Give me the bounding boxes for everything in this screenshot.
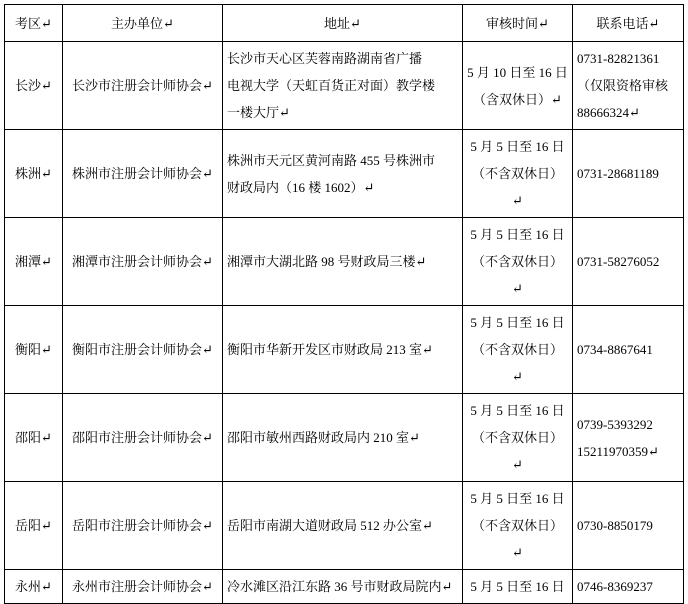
review-time-line: （不含双休日）↵ (471, 254, 563, 296)
cell-region: 岳阳↵ (5, 482, 63, 570)
cell-phone (573, 218, 684, 306)
cell-phone (573, 570, 684, 604)
cell-organizer: 长沙市注册会计师协会↵ (63, 42, 223, 130)
cell-organizer: 衡阳市注册会计师协会↵ (63, 306, 223, 394)
address-line: 岳阳市南湖大道财政局 512 办公室↵ (227, 518, 433, 533)
cell-review-time (463, 130, 573, 218)
phone-line: 0731-58276052 (577, 254, 660, 269)
cell-phone (573, 130, 684, 218)
cell-organizer: 邵阳市注册会计师协会↵ (63, 394, 223, 482)
table-header (5, 5, 684, 42)
table-body (5, 42, 684, 604)
cell-region: 邵阳↵ (5, 394, 63, 482)
review-time-line: 5 月 5 日至 16 日 (470, 315, 565, 330)
review-time-line: 5 月 5 日至 16 日 (470, 491, 565, 506)
phone-line: （仅限资格审核 (577, 78, 669, 93)
phone-line: 0731-28681189 (577, 166, 659, 181)
table-row (5, 394, 684, 482)
table-row (5, 482, 684, 570)
review-time-line: （不含双休日）↵ (471, 518, 563, 560)
exam-centers-table (4, 4, 684, 604)
cell-address (223, 42, 463, 130)
table-row (5, 306, 684, 394)
cell-phone (573, 394, 684, 482)
review-time-line: （不含双休日）↵ (471, 342, 563, 384)
phone-line: 0739-5393292 (577, 416, 653, 432)
cell-organizer: 永州市注册会计师协会↵ (63, 570, 223, 604)
cell-organizer: 株洲市注册会计师协会↵ (63, 130, 223, 218)
review-time-line: 5 月 5 日至 16 日 (470, 579, 565, 594)
cell-address (223, 130, 463, 218)
review-time-line: 5 月 5 日至 16 日 (470, 227, 565, 242)
cell-address (223, 570, 463, 604)
cell-region: 湘潭↵ (5, 218, 63, 306)
cell-phone (573, 306, 684, 394)
address-line: 株洲市天元区黄河南路 455 号株洲市 (227, 152, 436, 168)
cell-region: 永州↵ (5, 570, 63, 604)
cell-review-time (463, 394, 573, 482)
cell-phone (573, 482, 684, 570)
cell-phone (573, 42, 684, 130)
cell-review-time (463, 42, 573, 130)
column-header-organizer: 主办单位↵ (63, 5, 223, 42)
cell-review-time (463, 218, 573, 306)
cell-address (223, 218, 463, 306)
phone-line: 0731-82821361 (577, 51, 660, 66)
phone-line: 0746-8369237 (577, 579, 653, 594)
table-row (5, 42, 684, 130)
phone-line: 88666324↵ (577, 105, 640, 120)
cell-review-time (463, 482, 573, 570)
address-line: 财政局内（16 楼 1602）↵ (227, 179, 375, 195)
address-line: 冷水滩区沿江东路 36 号市财政局院内↵ (227, 579, 453, 594)
review-time-line: （不含双休日）↵ (471, 430, 563, 472)
cell-region: 衡阳↵ (5, 306, 63, 394)
address-line: 湘潭市大湖北路 98 号财政局三楼↵ (227, 254, 427, 269)
review-time-line: 5 月 10 日至 16 日 (467, 64, 568, 80)
cell-organizer: 湘潭市注册会计师协会↵ (63, 218, 223, 306)
cell-address (223, 394, 463, 482)
table-header-row (5, 5, 684, 42)
column-header-phone: 联系电话↵ (573, 5, 684, 42)
column-header-region: 考区↵ (5, 5, 63, 42)
address-line: 邵阳市敏州西路财政局内 210 室↵ (227, 430, 420, 445)
address-line: 电视大学（天虹百货正对面）教学楼 (227, 78, 436, 93)
column-header-address: 地址↵ (223, 5, 463, 42)
phone-line: 0734-8867641 (577, 342, 653, 357)
column-header-review-time: 审核时间↵ (463, 5, 573, 42)
review-time-line: 5 月 5 日至 16 日 (470, 403, 565, 418)
review-time-line: （含双休日）↵ (473, 91, 562, 107)
table-row (5, 130, 684, 218)
table-row (5, 218, 684, 306)
cell-region: 株洲↵ (5, 130, 63, 218)
review-time-line: 5 月 5 日至 16 日 (470, 139, 565, 154)
address-line: 一楼大厅↵ (227, 105, 290, 120)
phone-line: 0730-8850179 (577, 518, 653, 533)
cell-address (223, 306, 463, 394)
address-line: 长沙市天心区芙蓉南路湖南省广播 (227, 51, 423, 66)
review-time-line: （不含双休日）↵ (471, 166, 563, 208)
cell-address (223, 482, 463, 570)
phone-line: 15211970359↵ (577, 443, 659, 459)
cell-region: 长沙↵ (5, 42, 63, 130)
address-line: 衡阳市华新开发区市财政局 213 室↵ (227, 342, 433, 357)
cell-review-time (463, 306, 573, 394)
cell-organizer: 岳阳市注册会计师协会↵ (63, 482, 223, 570)
cell-review-time (463, 570, 573, 604)
table-row (5, 570, 684, 604)
